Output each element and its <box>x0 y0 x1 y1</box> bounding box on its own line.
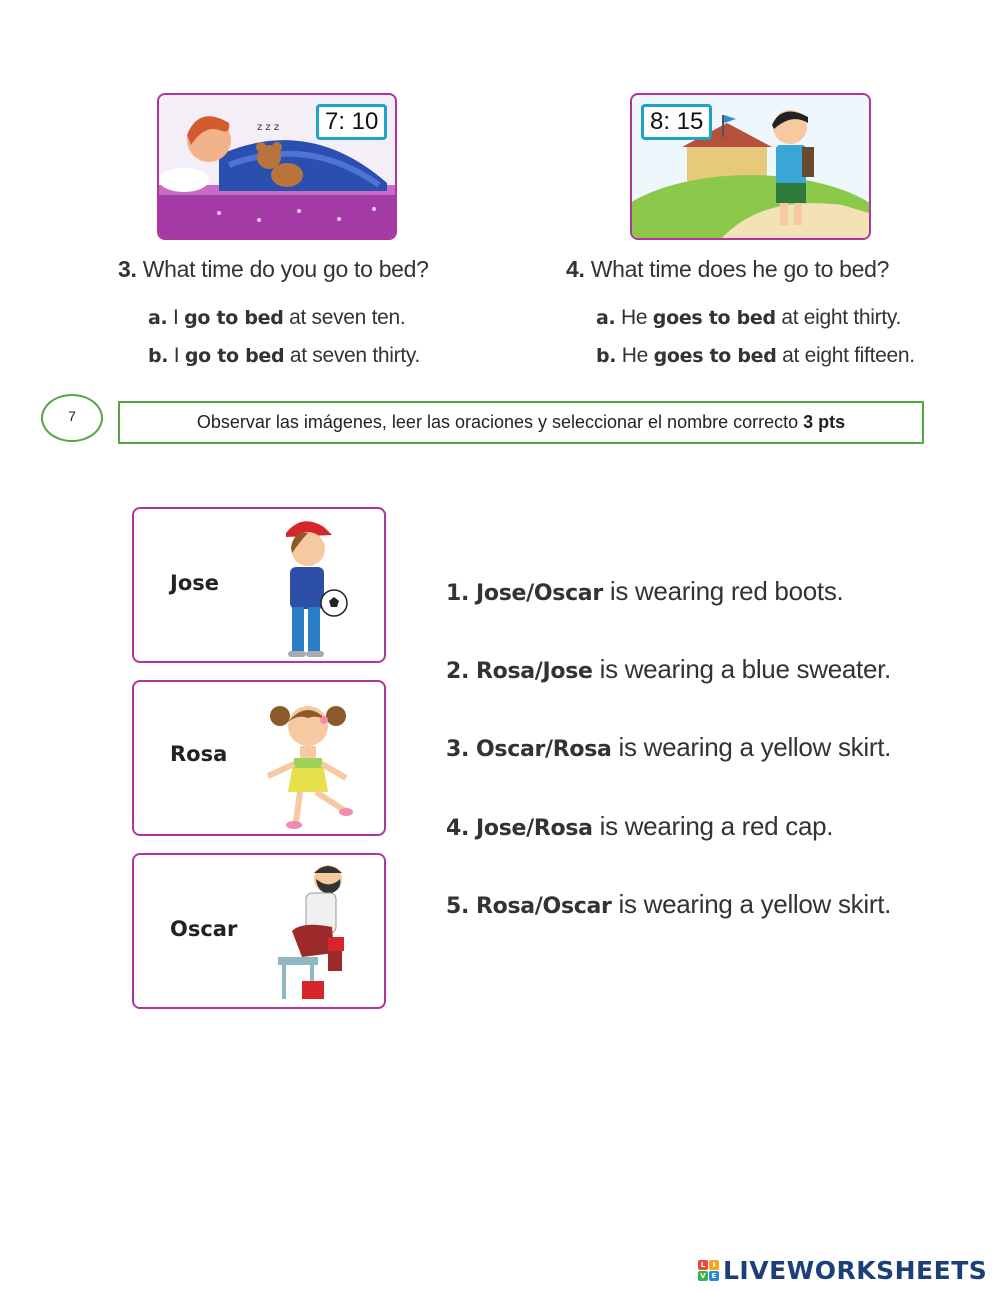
sentence-text: is wearing a blue sweater. <box>599 654 891 684</box>
girl-illustration <box>258 692 358 832</box>
question-3 <box>118 256 429 283</box>
name-choice[interactable]: Rosa/Oscar <box>476 894 612 919</box>
question-4 <box>566 256 889 283</box>
card-name: Jose <box>170 571 219 595</box>
logo-square: I <box>709 1260 719 1270</box>
section-instruction: Observar las imágenes, leer las oraciones y seleccionar el nombre correcto <box>196 412 799 432</box>
name-choice[interactable]: Rosa/Jose <box>476 659 593 684</box>
option-pre: He <box>621 306 648 329</box>
sentence-number: 2. <box>446 659 470 684</box>
option-pre: I <box>173 344 180 367</box>
name-choice[interactable]: Jose/Oscar <box>476 581 603 606</box>
sentence-text: is wearing a red cap. <box>599 811 834 841</box>
option-b[interactable] <box>596 344 915 368</box>
logo-square: L <box>698 1260 708 1270</box>
option-post: at seven thirty. <box>289 344 421 367</box>
name-choice[interactable]: Oscar/Rosa <box>476 737 612 762</box>
card-name: Oscar <box>170 917 238 941</box>
question-number: 4. <box>566 256 585 282</box>
sentence-number: 1. <box>446 581 470 606</box>
card-jose <box>132 507 386 663</box>
question-text: What time does he go to bed? <box>590 256 890 282</box>
option-letter: a. <box>596 307 616 329</box>
card-rosa <box>132 680 386 836</box>
option-letter: a. <box>148 307 168 329</box>
option-bold: goes to bed <box>653 345 777 367</box>
option-bold: goes to bed <box>652 307 776 329</box>
option-post: at seven ten. <box>289 306 406 329</box>
section-points: 3 pts <box>803 412 846 432</box>
sentence-1 <box>446 576 843 607</box>
sentence-text: is wearing a yellow skirt. <box>618 889 892 919</box>
sentence-4 <box>446 811 833 842</box>
logo-square: V <box>698 1271 708 1281</box>
boy-school-image <box>630 93 871 240</box>
option-bold: go to bed <box>184 307 284 329</box>
question-text: What time do you go to bed? <box>142 256 429 282</box>
option-letter: b. <box>596 345 617 367</box>
name-choice[interactable]: Jose/Rosa <box>476 816 593 841</box>
clock-display: 7: 10 <box>316 104 387 140</box>
clock-display: 8: 15 <box>641 104 712 140</box>
sentence-2 <box>446 654 891 685</box>
sentence-3 <box>446 732 891 763</box>
liveworksheets-logo[interactable] <box>698 1256 987 1285</box>
option-a[interactable] <box>596 306 901 330</box>
option-bold: go to bed <box>184 345 285 367</box>
option-pre: I <box>173 306 179 329</box>
option-a[interactable] <box>148 306 405 330</box>
man-putting-on-boots-illustration <box>272 861 362 1005</box>
section-instruction-box <box>118 401 924 444</box>
card-name: Rosa <box>170 742 228 766</box>
boy-with-ball-illustration <box>272 513 352 661</box>
sleeping-child-image <box>157 93 397 240</box>
logo-text: LIVEWORKSHEETS <box>723 1256 988 1285</box>
section-number: 7 <box>41 394 103 442</box>
logo-icon <box>698 1260 719 1281</box>
sentence-text: is wearing a yellow skirt. <box>618 732 892 762</box>
question-number: 3. <box>118 256 137 282</box>
option-post: at eight thirty. <box>781 306 902 329</box>
sentence-number: 4. <box>446 816 470 841</box>
option-post: at eight fifteen. <box>782 344 915 367</box>
option-b[interactable] <box>148 344 420 368</box>
option-pre: He <box>621 344 649 367</box>
sentence-number: 5. <box>446 894 470 919</box>
card-oscar <box>132 853 386 1009</box>
sentence-text: is wearing red boots. <box>609 576 844 606</box>
sentence-5 <box>446 889 891 920</box>
option-letter: b. <box>148 345 169 367</box>
logo-square: E <box>709 1271 719 1281</box>
sentence-number: 3. <box>446 737 470 762</box>
svg-text:z z z: z z z <box>257 122 280 133</box>
